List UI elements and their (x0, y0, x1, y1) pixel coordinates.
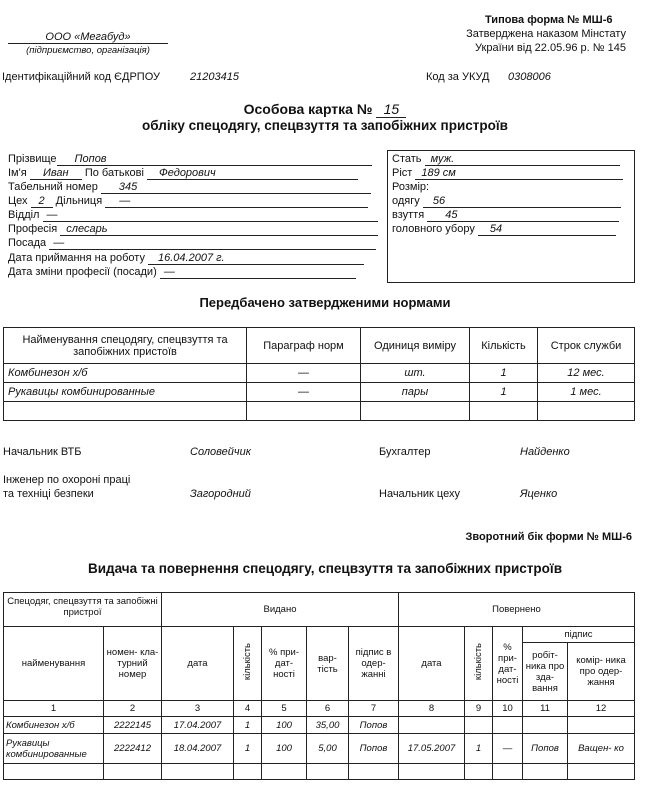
table-cell: 17.04.2007 (162, 717, 234, 734)
tab-value: 345 (101, 181, 371, 194)
hat-line: головного убору 54 (392, 223, 616, 236)
table-cell: — (247, 383, 361, 402)
group-items: Спецодяг, спецвзуття та запобіжні пристрої (4, 593, 162, 627)
table-cell (349, 764, 399, 780)
acc-name: Найденко (520, 446, 570, 458)
size-label: Розмір: (392, 181, 430, 193)
table-cell: 2 (104, 701, 162, 717)
norms-header-paragraph: Параграф норм (247, 328, 361, 364)
table-cell (247, 402, 361, 421)
eng-label-2: та техніці безпеки (3, 488, 94, 500)
edrpou-label: Ідентифікаційний код ЄДРПОУ (2, 71, 161, 83)
card-number: 15 (376, 101, 406, 118)
height-line: Ріст 189 см (392, 167, 623, 180)
table-row (4, 383, 635, 402)
col-date-returned: дата (399, 627, 465, 701)
table-cell: Рукавицы комбинированные (4, 734, 104, 764)
table-cell: 17.05.2007 (399, 734, 465, 764)
table-cell: 6 (307, 701, 349, 717)
name-value: Иван (30, 167, 82, 180)
hire-value: 16.04.2007 г. (148, 252, 364, 265)
sex-line: Стать муж. (392, 153, 620, 166)
table-cell: Комбинезон х/б (4, 364, 247, 383)
clothes-line: одягу 56 (392, 195, 621, 208)
patronymic-value: Федорович (147, 167, 358, 180)
dept-line: Відділ — (8, 209, 378, 222)
table-cell: — (247, 364, 361, 383)
surname-line: Прізвище Попов (8, 153, 372, 166)
col-cost: вар- тість (307, 627, 349, 701)
back-title: Видача та повернення спецодягу, спецвзуття та запобіжних пристроїв (88, 561, 562, 576)
col-sign-received: підпис в одер- жанні (349, 627, 399, 701)
table-cell: 12 (568, 701, 635, 717)
table-cell (493, 717, 523, 734)
group-issued: Видано (162, 593, 399, 627)
shoes-line: взуття 45 (392, 209, 619, 222)
table-cell: 3 (162, 701, 234, 717)
table-cell (234, 764, 262, 780)
table-cell (470, 402, 538, 421)
table-cell (361, 402, 470, 421)
table-cell: Попов (523, 734, 568, 764)
table-cell: 35,00 (307, 717, 349, 734)
acc-label: Бухгалтер (379, 446, 431, 458)
table-cell: 1 (470, 383, 538, 402)
shop-line: Цех 2 Дільниця — (8, 195, 368, 208)
form-title: Типова форма № МШ-6 (485, 14, 613, 26)
table-cell: пары (361, 383, 470, 402)
table-cell: 18.04.2007 (162, 734, 234, 764)
table-cell: 1 (4, 701, 104, 717)
col-name: найменування (4, 627, 104, 701)
org-caption: (підприємство, організація) (26, 45, 150, 56)
norms-title: Передбачено затвердженими нормами (199, 295, 451, 310)
org-name: ООО «Мегабуд» (8, 31, 168, 44)
table-row (4, 734, 635, 764)
table-cell: Комбинезон х/б (4, 717, 104, 734)
table-cell (538, 402, 635, 421)
section-value: — (105, 195, 368, 208)
table-cell (568, 717, 635, 734)
table-cell: 100 (262, 734, 307, 764)
table-cell: 12 мес. (538, 364, 635, 383)
table-row (4, 764, 635, 780)
card-title (0, 101, 650, 118)
eng-name: Загородний (190, 488, 251, 500)
norms-header-unit: Одиниця виміру (361, 328, 470, 364)
table-cell (4, 764, 104, 780)
clothes-value: 56 (423, 195, 621, 208)
col-date-issued: дата (162, 627, 234, 701)
norms-header-name: Найменування спецодягу, спецвзуття та запобіжних пристоїв (4, 328, 247, 364)
table-cell (523, 764, 568, 780)
table-cell: 5,00 (307, 734, 349, 764)
table-cell: 11 (523, 701, 568, 717)
table-row (4, 717, 635, 734)
table-cell (465, 717, 493, 734)
table-cell: Попов (349, 717, 399, 734)
norms-table (3, 327, 635, 421)
col-signature-group: підпис (523, 627, 635, 643)
table-cell: шт. (361, 364, 470, 383)
hat-value: 54 (478, 223, 616, 236)
table-cell: 1 мес. (538, 383, 635, 402)
height-value: 189 см (415, 167, 623, 180)
card-title-prefix: Особова картка № (243, 101, 373, 117)
table-cell: 4 (234, 701, 262, 717)
approved-line2: України від 22.05.96 р. № 145 (475, 42, 626, 54)
table-cell (162, 764, 234, 780)
col-qty-returned: кількість (465, 627, 493, 701)
group-returned: Повернено (399, 593, 635, 627)
table-cell: 10 (493, 701, 523, 717)
dept-value: — (43, 209, 378, 222)
eng-label-1: Інженер по охороні праці (3, 474, 131, 486)
edrpou-value: 21203415 (190, 71, 239, 83)
table-cell: Рукавицы комбинированные (4, 383, 247, 402)
col-keeper-sign: комір- ника про одер- жання (568, 643, 635, 701)
surname-value: Попов (57, 153, 372, 166)
table-cell: — (493, 734, 523, 764)
col-pct-returned: % при- дат- ності (493, 627, 523, 701)
table-cell: 9 (465, 701, 493, 717)
ukud-value: 0308006 (508, 71, 551, 83)
shop-value: 2 (31, 195, 53, 208)
table-row (4, 364, 635, 383)
position-line: Посада — (8, 237, 376, 250)
sex-value: муж. (425, 153, 620, 166)
issue-table (3, 592, 635, 780)
table-cell (523, 717, 568, 734)
col-pct-issued: % при- дат- ності (262, 627, 307, 701)
table-cell: 1 (234, 717, 262, 734)
norms-header-qty: Кількість (470, 328, 538, 364)
table-cell: 1 (234, 734, 262, 764)
table-row-numbers (4, 701, 635, 717)
card-subtitle: обліку спецодягу, спецвзуття та запобіжних пристроїв (142, 118, 508, 133)
shoes-value: 45 (427, 209, 619, 222)
shop-head-name: Яценко (520, 488, 558, 500)
ukud-label: Код за УКУД (426, 71, 490, 83)
table-cell (465, 764, 493, 780)
table-cell (493, 764, 523, 780)
name-line: Ім'я Иван По батькові Федорович (8, 167, 358, 180)
position-value: — (49, 237, 376, 250)
table-cell: 7 (349, 701, 399, 717)
table-cell: Ващен- ко (568, 734, 635, 764)
col-worker-sign: робіт- ника про зда- вання (523, 643, 568, 701)
table-cell (399, 764, 465, 780)
profession-line: Професія слесарь (8, 223, 378, 236)
table-cell: 2222412 (104, 734, 162, 764)
table-cell: 5 (262, 701, 307, 717)
vtb-name: Соловейчик (190, 446, 251, 458)
col-nomenclature: номен- кла- турний номер (104, 627, 162, 701)
table-cell (4, 402, 247, 421)
table-cell: Попов (349, 734, 399, 764)
table-cell (568, 764, 635, 780)
profession-value: слесарь (60, 223, 378, 236)
approved-line1: Затверджена наказом Мінстату (466, 28, 626, 40)
table-cell (262, 764, 307, 780)
table-cell: 2222145 (104, 717, 162, 734)
vtb-label: Начальник ВТБ (3, 446, 82, 458)
change-value: — (160, 266, 356, 279)
table-cell: 8 (399, 701, 465, 717)
table-cell (399, 717, 465, 734)
table-cell (307, 764, 349, 780)
table-cell (104, 764, 162, 780)
back-label: Зворотний бік форми № МШ-6 (465, 531, 632, 543)
table-row (4, 402, 635, 421)
tab-line: Табельний номер 345 (8, 181, 371, 194)
change-line: Дата зміни професії (посади) — (8, 266, 356, 279)
col-qty-issued: кількість (234, 627, 262, 701)
table-cell: 100 (262, 717, 307, 734)
shop-head-label: Начальник цеху (379, 488, 460, 500)
table-cell: 1 (470, 364, 538, 383)
norms-header-term: Строк служби (538, 328, 635, 364)
hire-line: Дата приймання на роботу 16.04.2007 г. (8, 252, 364, 265)
table-cell: 1 (465, 734, 493, 764)
